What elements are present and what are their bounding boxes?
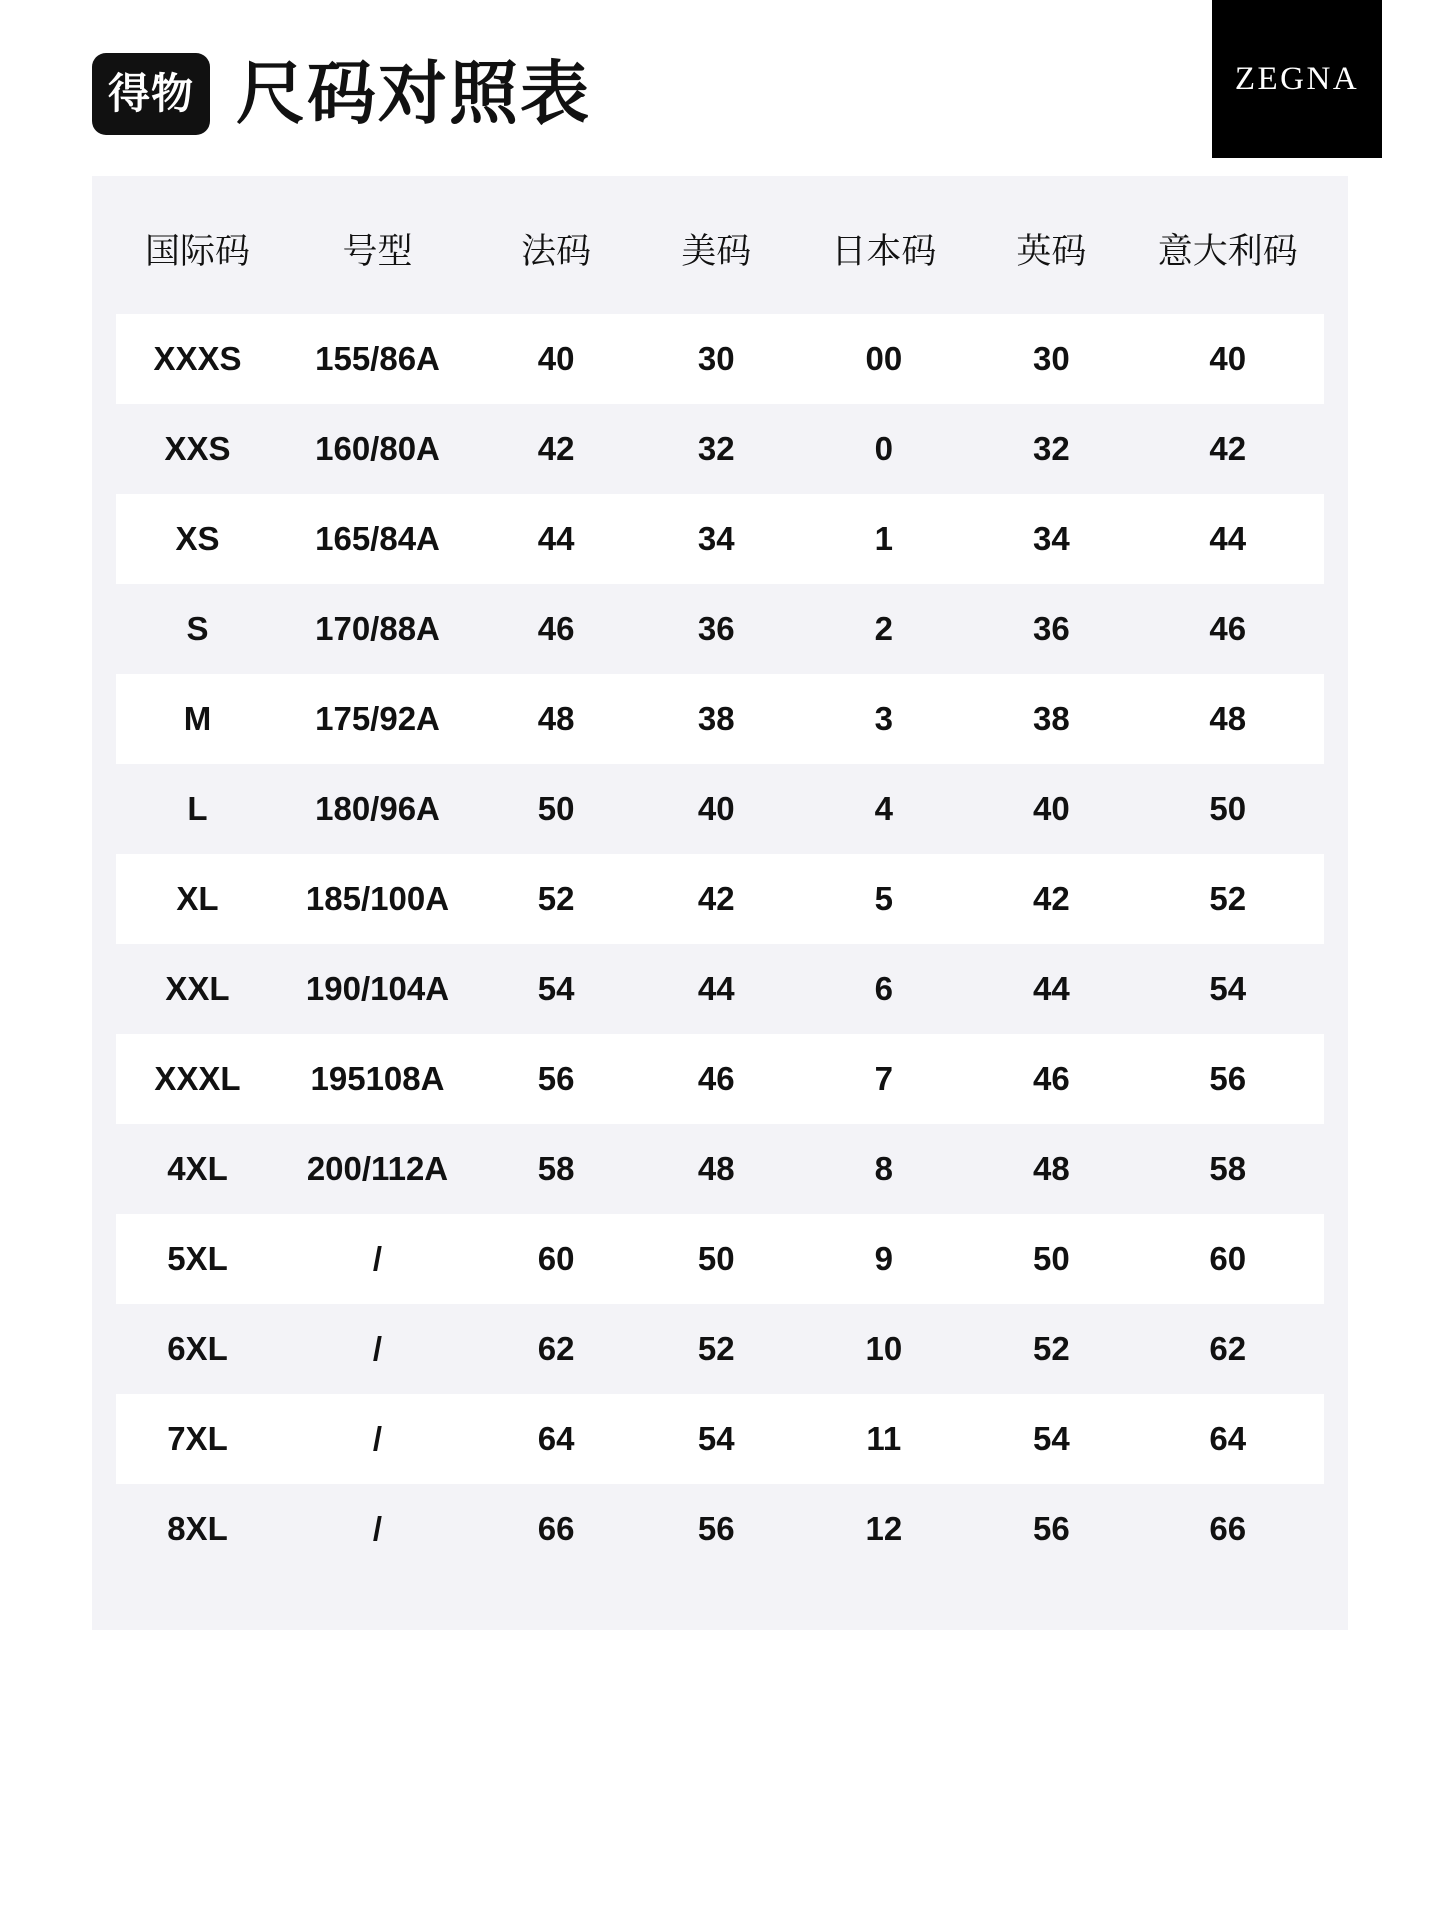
size-label-cell: XXS [104, 404, 279, 494]
table-cell: 38 [636, 674, 796, 764]
table-cell: 40 [971, 764, 1131, 854]
table-cell: 175/92A [279, 674, 476, 764]
column-header: 法码 [476, 176, 636, 314]
size-label-cell: XS [104, 494, 279, 584]
table-cell: 40 [636, 764, 796, 854]
brand-logo-text: ZEGNA [1234, 60, 1360, 97]
table-cell: 44 [1131, 494, 1336, 584]
table-cell: 185/100A [279, 854, 476, 944]
table-cell: 32 [971, 404, 1131, 494]
table-row [104, 584, 1336, 674]
column-header: 美码 [636, 176, 796, 314]
table-cell: 44 [636, 944, 796, 1034]
table-header-row [104, 176, 1336, 314]
table-cell: 44 [476, 494, 636, 584]
table-body [104, 314, 1336, 1574]
brand-logo-box [1212, 0, 1382, 158]
table-row [104, 674, 1336, 764]
table-cell: 42 [1131, 404, 1336, 494]
size-table-container [92, 176, 1348, 1630]
table-cell: / [279, 1484, 476, 1574]
table-cell: / [279, 1214, 476, 1304]
table-cell: 58 [1131, 1124, 1336, 1214]
table-row [104, 404, 1336, 494]
table-cell: 00 [796, 314, 971, 404]
table-cell: 155/86A [279, 314, 476, 404]
table-cell: 36 [971, 584, 1131, 674]
table-cell: 50 [971, 1214, 1131, 1304]
table-cell: 52 [971, 1304, 1131, 1394]
size-label-cell: S [104, 584, 279, 674]
column-header: 日本码 [796, 176, 971, 314]
table-cell: 60 [476, 1214, 636, 1304]
table-cell: 42 [971, 854, 1131, 944]
table-cell: 4 [796, 764, 971, 854]
table-cell: 46 [476, 584, 636, 674]
table-cell: 2 [796, 584, 971, 674]
table-cell: 62 [1131, 1304, 1336, 1394]
table-cell: 170/88A [279, 584, 476, 674]
table-cell: 10 [796, 1304, 971, 1394]
table-cell: 1 [796, 494, 971, 584]
table-row [104, 854, 1336, 944]
table-cell: 190/104A [279, 944, 476, 1034]
table-cell: 54 [1131, 944, 1336, 1034]
table-row [104, 314, 1336, 404]
table-cell: 46 [1131, 584, 1336, 674]
table-cell: 5 [796, 854, 971, 944]
table-cell: 38 [971, 674, 1131, 764]
size-label-cell: XXXL [104, 1034, 279, 1124]
table-row [104, 1484, 1336, 1574]
table-cell: 36 [636, 584, 796, 674]
size-label-cell: M [104, 674, 279, 764]
table-cell: 44 [971, 944, 1131, 1034]
table-cell: 200/112A [279, 1124, 476, 1214]
table-cell: 52 [476, 854, 636, 944]
table-cell: 34 [636, 494, 796, 584]
column-header: 意大利码 [1131, 176, 1336, 314]
table-cell: 64 [476, 1394, 636, 1484]
table-cell: / [279, 1304, 476, 1394]
table-cell: 48 [636, 1124, 796, 1214]
table-cell: 195108A [279, 1034, 476, 1124]
page-title: 尺码对照表 [236, 53, 591, 134]
column-header: 国际码 [104, 176, 279, 314]
size-label-cell: 7XL [104, 1394, 279, 1484]
table-cell: 66 [1131, 1484, 1336, 1574]
table-cell: 40 [1131, 314, 1336, 404]
table-cell: 7 [796, 1034, 971, 1124]
table-cell: 52 [1131, 854, 1336, 944]
table-cell: 56 [636, 1484, 796, 1574]
table-cell: 180/96A [279, 764, 476, 854]
table-cell: 48 [476, 674, 636, 764]
table-cell: 50 [476, 764, 636, 854]
size-label-cell: 4XL [104, 1124, 279, 1214]
table-cell: 62 [476, 1304, 636, 1394]
table-cell: 64 [1131, 1394, 1336, 1484]
table-cell: 46 [971, 1034, 1131, 1124]
table-row [104, 1214, 1336, 1304]
size-label-cell: 6XL [104, 1304, 279, 1394]
table-cell: 6 [796, 944, 971, 1034]
table-cell: 12 [796, 1484, 971, 1574]
table-cell: 50 [636, 1214, 796, 1304]
size-label-cell: 5XL [104, 1214, 279, 1304]
table-cell: 3 [796, 674, 971, 764]
table-cell: 42 [636, 854, 796, 944]
table-cell: 52 [636, 1304, 796, 1394]
table-row [104, 494, 1336, 584]
table-cell: 48 [971, 1124, 1131, 1214]
size-label-cell: XL [104, 854, 279, 944]
table-cell: 11 [796, 1394, 971, 1484]
table-cell: 30 [636, 314, 796, 404]
table-cell: 0 [796, 404, 971, 494]
size-label-cell: 8XL [104, 1484, 279, 1574]
table-row [104, 1124, 1336, 1214]
table-cell: 56 [1131, 1034, 1336, 1124]
table-row [104, 1394, 1336, 1484]
table-cell: 9 [796, 1214, 971, 1304]
size-label-cell: XXXS [104, 314, 279, 404]
column-header: 号型 [279, 176, 476, 314]
page-header [0, 0, 1440, 160]
size-label-cell: XXL [104, 944, 279, 1034]
column-header: 英码 [971, 176, 1131, 314]
table-cell: / [279, 1394, 476, 1484]
table-cell: 30 [971, 314, 1131, 404]
table-cell: 56 [971, 1484, 1131, 1574]
table-cell: 58 [476, 1124, 636, 1214]
table-cell: 42 [476, 404, 636, 494]
table-row [104, 944, 1336, 1034]
table-cell: 54 [476, 944, 636, 1034]
table-cell: 40 [476, 314, 636, 404]
table-header [104, 176, 1336, 314]
table-cell: 54 [636, 1394, 796, 1484]
dewu-logo-badge [92, 53, 210, 135]
table-row [104, 1034, 1336, 1124]
table-cell: 54 [971, 1394, 1131, 1484]
table-cell: 165/84A [279, 494, 476, 584]
table-cell: 8 [796, 1124, 971, 1214]
table-row [104, 1304, 1336, 1394]
table-cell: 32 [636, 404, 796, 494]
table-row [104, 764, 1336, 854]
size-conversion-table [92, 176, 1348, 1574]
table-cell: 50 [1131, 764, 1336, 854]
table-cell: 46 [636, 1034, 796, 1124]
table-cell: 66 [476, 1484, 636, 1574]
table-cell: 60 [1131, 1214, 1336, 1304]
size-label-cell: L [104, 764, 279, 854]
table-cell: 160/80A [279, 404, 476, 494]
table-cell: 48 [1131, 674, 1336, 764]
table-cell: 34 [971, 494, 1131, 584]
table-cell: 56 [476, 1034, 636, 1124]
dewu-logo-text: 得物 [107, 69, 194, 118]
